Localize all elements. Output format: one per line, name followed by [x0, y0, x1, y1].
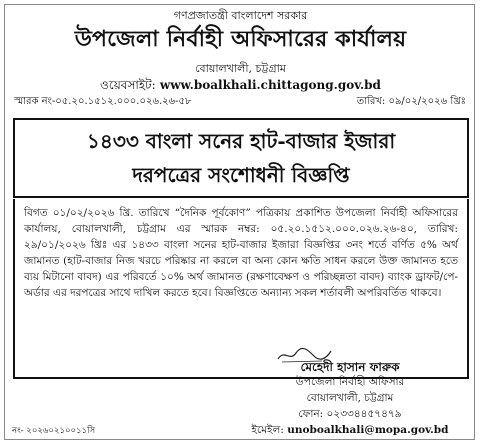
signatory-office: বোয়ালখালী, চট্টগ্রাম — [306, 392, 394, 404]
email-address[interactable]: unoboalkhali@mopa.gov.bd — [287, 424, 449, 436]
signatory-designation: উপজেলা নির্বাহী অফিসার — [295, 376, 405, 388]
notice-body-text: বিগত ০১/০২/২০২৬ খ্রি. তারিখে “দৈনিক পূর্বকোণ” পত্রিকায় প্রকাশিত উপজেলা নির্বাহী অফিসারের কার্যালয়, বোয়ালখালী, চট্টগ্রাম এর স্মারক নম্বর: ০৫.২০.১৫১২.০০০.০২৬.২৬-৪০, তারিখ: ২৯/০১/২০২৬ খ্রিঃ এর ১৪৩৩ বাংলা সনের হাট-বাজার ইজারা বিজ্ঞপ্তির ৩নং শর্তে বর্ণিত ৫% অর্থ জামানত (হাট-বাজার নিজ খরচে পরিষ্কার না করলে বা অন্য কোন ক্ষতি সাধন করলে উক্ত জামানত হতে ব্যয় মিটানো বাবদ) এর পরিবর্তে ১০% অর্থ জামানত (রক্ষণাবেক্ষণ ও পরিচ্ছন্নতা বাবদ) ব্যাংক ড্রাফট/পে-অর্ডার এর দরপত্রের সাথে দাখিল করতে হবে। বিজ্ঞপ্তিতে অন্যান্য সকল শর্তাবলী অপরিবর্তিত থাকবে। — [24, 207, 458, 299]
email-label: ইমেইল: — [251, 424, 284, 436]
website-link[interactable]: www.boalkhali.chittagong.gov.bd — [159, 78, 381, 92]
notice-title-line-2: দরপত্রের সংশোধনী বিজ্ঞপ্তি — [132, 163, 350, 187]
signatory-phone: ফোন: ০২৩৩৪৪৫৭৪৭৯ — [298, 408, 402, 420]
footer-number: নং- ২০২৬০২১০০১১সি — [12, 426, 96, 436]
reference-row — [14, 96, 466, 108]
website-line — [0, 78, 481, 92]
reference-date: তারিখ: ০৯/০২/২০২৬ খ্রিঃ — [356, 96, 466, 107]
office-title: উপজেলা নির্বাহী অফিসারের কার্যালয় — [74, 26, 407, 52]
website-label: ওয়েবসাইট: — [100, 78, 156, 92]
reference-number: স্মারক নং-০৫.২০.১৫১২.০০০.০২৬.২৬-৫৮ — [14, 96, 192, 107]
signatory-email — [240, 424, 460, 437]
signatory-name: মেহেদী হাসান ফারুক — [300, 360, 400, 374]
notice-title-box — [13, 118, 469, 198]
office-location: বোয়ালখালী, চট্টগ্রাম — [195, 62, 286, 75]
notice-body — [13, 199, 469, 379]
government-name: গণপ্রজাতন্ত্রী বাংলাদেশ সরকার — [173, 9, 308, 22]
notice-title-line-1: ১৪৩৩ বাংলা সনের হাট-বাজার ইজারা — [86, 129, 396, 153]
